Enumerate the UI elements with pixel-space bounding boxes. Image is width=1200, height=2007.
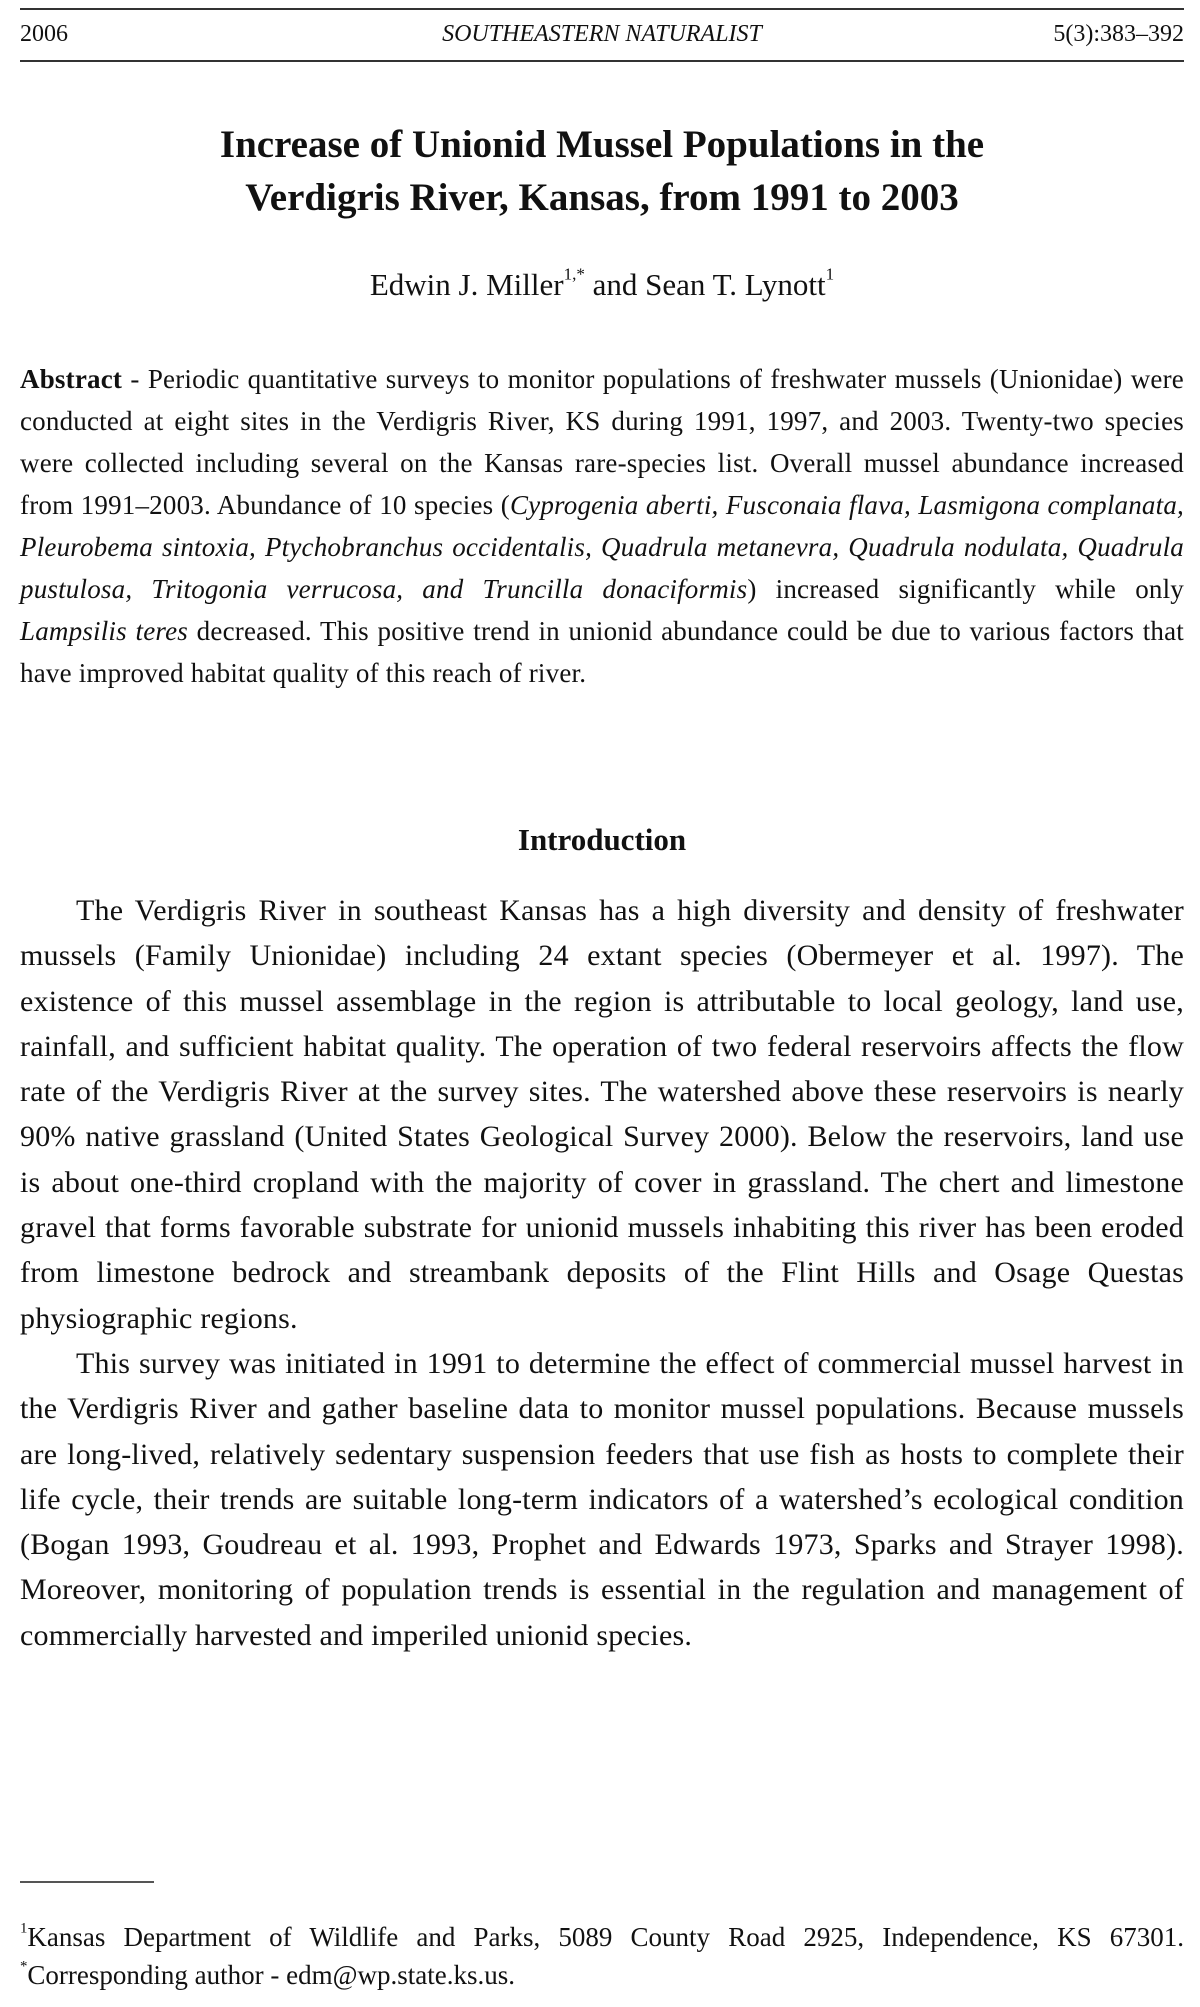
abstract — [20, 358, 1184, 694]
running-head-year: 2006 — [20, 21, 68, 47]
introduction-paragraph-2: This survey was initiated in 1991 to determine the effect of commercial mussel harvest in the Verdigris River and gather baseline data to monitor mussel populations. Because mussels are long-lived, relatively sedentary suspension feeders that use fish as hosts to complete their life cycle, their trends are suitable long-term indicators of a watershed’s ecological condition (Bogan 1993, Goudreau et al. 1993, Prophet and Edwards 1973, Sparks and Strayer 1998). Moreover, monitoring of population trends is essential in the regulation and management of commercially harvested and imperiled unionid species. — [20, 1346, 1184, 1652]
abstract-label: Abstract — [20, 364, 123, 394]
abstract-species-list: Cyprogenia aberti, Fusconaia flava, Lasmigona complanata, Pleurobema sintoxia, Ptychobranchus occidentalis, Quadrula metanevra, Quadrula nodulata, Quadrula pustulosa, Tritogonia verrucosa, and Truncilla donaciformis — [20, 490, 1184, 604]
running-head — [20, 16, 1184, 52]
footnote-corresponding-author: Corresponding author - edm@wp.state.ks.us. — [27, 1960, 515, 1990]
author-1-affiliation-mark: 1,* — [563, 264, 585, 284]
header-bottom-rule — [20, 60, 1184, 62]
running-head-citation: 5(3):383–392 — [1053, 21, 1184, 47]
author-2: Sean T. Lynott — [645, 267, 826, 302]
title-line-2: Verdigris River, Kansas, from 1991 to 2003 — [245, 176, 959, 219]
author-2-affiliation-mark: 1 — [825, 264, 835, 284]
footnote-rule — [20, 1881, 154, 1883]
abstract-text-1: - Periodic quantitative surveys to monitor populations of freshwater mussels (Unionidae) were conducted at eight sites in the Verdigris River, KS during 1991, 1997, and 2003. Twenty-two species were collected including several on the Kansas rare-species list. Overall mussel abundance increased from 1991–2003. Abundance of 10 species ( — [20, 364, 1184, 520]
author-conjunction: and — [584, 267, 646, 302]
footnote-affiliation: Kansas Department of Wildlife and Parks, 5089 County Road 2925, Independence, KS 67301. — [27, 1922, 1184, 1952]
footnote-mark-asterisk: * — [20, 1958, 28, 1975]
footnote — [20, 1918, 1184, 1994]
running-head-journal: SOUTHEASTERN NATURALIST — [442, 21, 762, 47]
article-title — [20, 118, 1184, 224]
header-top-rule — [20, 8, 1184, 10]
introduction-heading: Introduction — [517, 822, 687, 857]
abstract-text-3: decreased. This positive trend in unionid abundance could be due to various factors that have improved habitat quality of this reach of river. — [20, 616, 1185, 688]
author-1: Edwin J. Miller — [369, 267, 564, 302]
abstract-decreased-species: Lampsilis teres — [20, 616, 188, 646]
title-line-1: Increase of Unionid Mussel Populations in the — [219, 123, 985, 166]
abstract-text-2: ) increased significantly while only — [747, 574, 1184, 604]
footnote-mark-1: 1 — [20, 1920, 28, 1937]
introduction-paragraph-1: The Verdigris River in southeast Kansas has a high diversity and density of freshwater mussels (Family Unionidae) including 24 extant species (Obermeyer et al. 1997). The existence of this mussel assemblage in the region is attributable to local geology, land use, rainfall, and sufficient habitat quality. The operation of two federal reservoirs affects the flow rate of the Verdigris River at the survey sites. The watershed above these reservoirs is nearly 90% native grassland (United States Geological Survey 2000). Below the reservoirs, land use is about one-third cropland with the majority of cover in grassland. The chert and limestone gravel that forms favorable substrate for unionid mussels inhabiting this river has been eroded from limestone bedrock and streambank deposits of the Flint Hills and Osage Questas physiographic regions. — [20, 894, 1184, 1335]
introduction-body — [20, 888, 1184, 1658]
author-list — [20, 265, 1184, 305]
